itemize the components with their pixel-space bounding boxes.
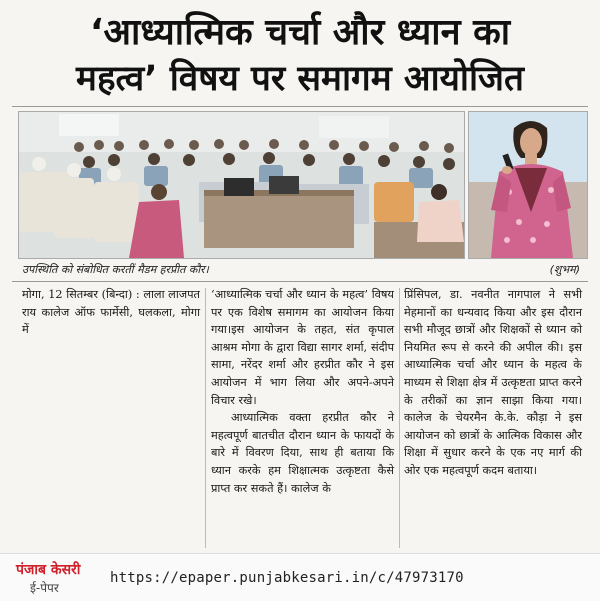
- epaper-url-link[interactable]: https://epaper.punjabkesari.in/c/47973170: [110, 570, 464, 586]
- column-rule: [399, 288, 400, 548]
- photo-caption: [22, 262, 586, 277]
- article-paragraph: मोगा, 12 सितम्बर (बिन्दा) : लाला लाजपत राय कालेज ऑफ फार्मेसी, घलकला, मोगा में: [22, 288, 200, 337]
- article-paragraph: आध्यात्मिक वक्ता हरप्रीत कौर ने महत्वपूर्ण बातचीत दौरान ध्यान के फायदों के बारे में विवरण दिया, साथ ही बताया कि ध्यान करके हम शिक्षात्मक उत्कृष्टता कैसे प्राप्त कर सकते हैं। कालेज के: [211, 411, 394, 495]
- speaker-photo: [468, 111, 588, 259]
- headline-divider: [12, 106, 588, 107]
- caption-divider: [12, 281, 588, 282]
- article-paragraph: ‘आध्यात्मिक चर्चा और ध्यान के महत्व’ विषय पर एक विशेष समागम का आयोजन किया गया।इस आयोजन के तहत, संत कृपाल आश्रम मोगा के द्वारा विद्या सागर शर्मा, संदीप सामा, नरेंदर शर्मा और हरप्रीत कौर ने इस आयोजन में भाग लिया और अपने-अपने विचार रखे।: [211, 288, 394, 407]
- headline: [0, 2, 600, 100]
- article-paragraph: प्रिंसिपल, डा. नवनीत नागपाल ने सभी मेहमानों का धन्यवाद किया और इस दौरान सभी मौजूद छात्रों और शिक्षकों से ध्यान को नियमित रूप से करने की अपील की। इस आध्यात्मिक चर्चा और ध्यान के महत्व के माध्यम से शिक्षा क्षेत्र में उत्कृष्टता प्राप्त करने के तरीकों का ज्ञान साझा किया गया। कालेज के चेयरमैन के.के. कौड़ा ने इस आयोजन को छात्रों के आत्मिक विकास और शिक्षा में सुधार करने के एक नए मार्ग की ओर एक महत्वपूर्ण कदम बताया।: [404, 288, 582, 477]
- article-column-1: [22, 286, 200, 339]
- headline-line-2: महत्व’ विषय पर समागम आयोजित: [76, 59, 524, 100]
- headline-line-1: ‘आध्यात्मिक चर्चा और ध्यान का: [89, 12, 511, 53]
- photo-credit: (शुभम): [549, 263, 580, 276]
- article-column-3: [404, 286, 582, 480]
- logo-title: पंजाब केसरी: [16, 562, 81, 578]
- punjab-kesari-logo[interactable]: [16, 560, 96, 596]
- article-column-2: [211, 286, 394, 497]
- caption-text: उपस्थिति को संबोधित करतीं मैडम हरप्रीत कौर।: [22, 263, 209, 276]
- column-rule: [205, 288, 206, 548]
- logo-subtitle: ई-पेपर: [30, 581, 59, 595]
- epaper-footer: [0, 553, 600, 601]
- audience-photo: [18, 111, 465, 259]
